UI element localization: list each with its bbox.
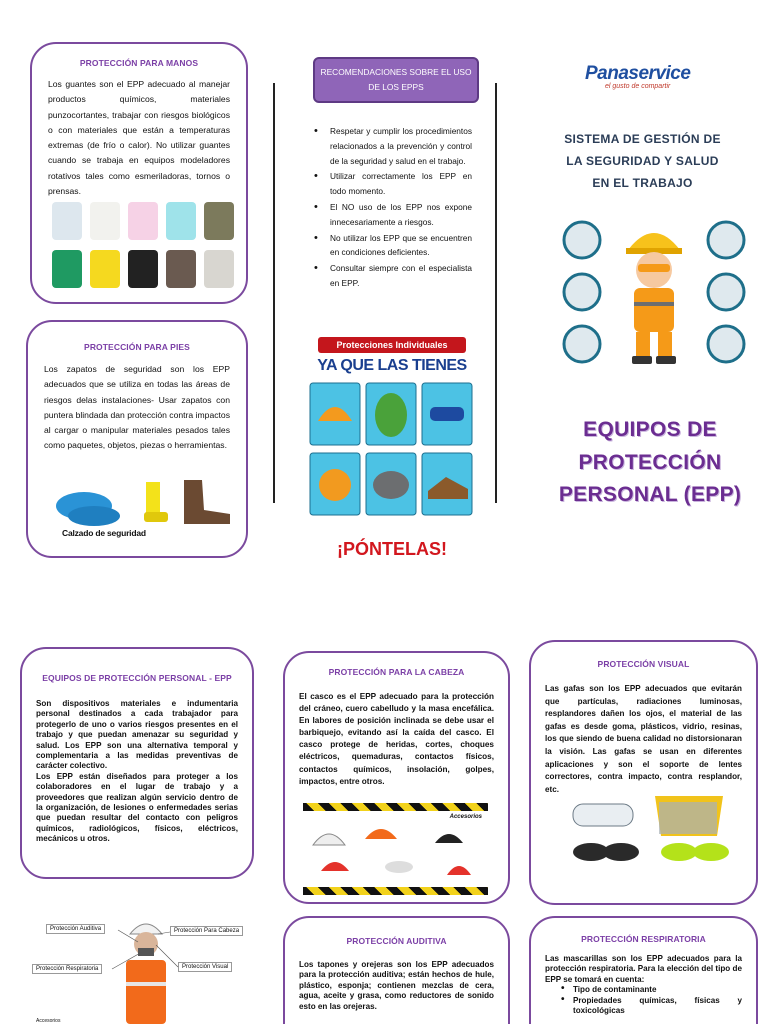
card-text-visual: Las gafas son los EPP adecuados que evitarán que partículas, radiaciones luminosas, resplandores dañen los ojos, el material de las gafas es desde goma, plásticos, vidrio, resinas, los que siendo de buena calidad no distorsionaran la visión. Las gafas se usan en diferentes aplicaciones y son el soporte de lentes correctores, contra impacto, contra resplandor, etc.	[545, 684, 742, 794]
glove-icon	[128, 202, 158, 240]
card-text-respiratoria	[545, 954, 742, 1016]
ppe-diagram	[26, 912, 270, 1024]
sistema-title	[555, 128, 730, 194]
list-item: • El NO uso de los EPP nos expone innecesariamente a riesgos.	[312, 200, 472, 230]
ppe-tiles-icon	[306, 381, 478, 521]
column-divider	[495, 83, 497, 503]
worker-illustration	[560, 216, 748, 372]
shoes-caption: Calzado de seguridad	[62, 528, 146, 538]
list-item: • No utilizar los EPP que se encuentren en condiciones deficientes.	[312, 231, 472, 261]
card-proteccion-respiratoria	[529, 916, 758, 1024]
list-item: • Propiedades químicas, físicas y toxicológicas	[545, 996, 742, 1017]
card-text-cabeza: El casco es el EPP adecuado para la protección del cráneo, cuero cabelludo y la masa encefálica. En labores de posición inclinada se debe usar el barbiquejo, evitando así la caída del casco. El casco protege de heridas, cortes, choques eléctricos, quemaduras, contactos físicos, contactos químicos, insolación, golpes, impactos, entre otros.	[299, 692, 494, 786]
helmets-icon	[303, 815, 488, 887]
goggles-icon	[571, 794, 731, 870]
hazard-stripe	[303, 887, 488, 895]
card-title-manos: PROTECCIÓN PARA MANOS	[79, 58, 199, 68]
card-proteccion-manos	[30, 42, 248, 304]
diagram-label: Protección Respiratoria	[32, 964, 102, 974]
main-title-line: PROTECCIÓN	[578, 450, 722, 474]
epp-paragraph: Son dispositivos materiales e indumentaria personal destinados a cada trabajador para protegerlo de uno o varios riesgos presentes en el trabajo y que puedan amenazar su seguridad y salud. Los EPP son una alternativa temporal y complementaria a las medidas preventivas de carácter colectivo.	[36, 699, 238, 771]
accesorios-label: Accesorios	[449, 814, 482, 820]
card-proteccion-cabeza	[283, 651, 510, 904]
worker-figure-icon	[116, 912, 176, 1024]
hazard-stripe	[303, 803, 488, 811]
card-epp	[20, 647, 254, 879]
poster-footer: ¡PÓNTELAS!	[337, 539, 447, 559]
card-title-epp: EQUIPOS DE PROTECCIÓN PERSONAL - EPP	[42, 673, 232, 683]
column-divider	[273, 83, 275, 503]
sistema-line: LA SEGURIDAD Y SALUD	[566, 154, 719, 168]
card-proteccion-auditiva	[283, 916, 510, 1024]
goggles-image	[571, 794, 731, 870]
main-title	[545, 414, 755, 512]
card-text-pies: Los zapatos de seguridad son los EPP adecuados que se utiliza en todas las áreas de riesgos delas instalaciones- Usar zapatos con puntera blindada dan protección contra impactos al cargar o manipular materiales pesados tales como paquetes, objetos, piezas o herramientas.	[44, 364, 230, 451]
respiratoria-paragraph: Las mascarillas son los EPP adecuados para la protección respiratoria. Para la elección del tipo de EPP se tomará en cuenta:	[545, 954, 742, 984]
card-proteccion-pies	[26, 320, 248, 558]
card-proteccion-visual	[529, 640, 758, 905]
card-text-manos: Los guantes son el EPP adecuado al manejar productos químicos, materiales punzocortantes, trabajar con riesgos biológicos o con materiales que están a temperaturas extremas (de frío o calor). No utilizar guantes cuando se trabaja en equipos modeladores rotativos tales como esmeriladoras, tornos o prensas.	[48, 79, 230, 197]
glove-icon	[166, 202, 196, 240]
worker-icon	[560, 216, 748, 372]
gloves-image	[52, 202, 234, 294]
diagram-label: Protección Para Cabeza	[170, 926, 243, 936]
glove-icon	[128, 250, 158, 288]
diagram-label: Accesorios	[36, 1018, 61, 1024]
respiratoria-list	[545, 985, 742, 1016]
logo-name: Panaservice	[585, 63, 691, 84]
card-title-respiratoria: PROTECCIÓN RESPIRATORIA	[581, 934, 706, 944]
card-text-epp	[36, 699, 238, 845]
list-item: • Tipo de contaminante	[545, 985, 742, 995]
card-text-auditiva: Los tapones y orejeras son los EPP adecuados para la protección auditiva; están hechos de hule, plástico, esponja; contienen mezclas de cera, agua, aceite y grasa, como reductores de sonido esto en las orejeras.	[299, 960, 494, 1011]
shoes-image	[54, 472, 232, 542]
recomendaciones-title: RECOMENDACIONES SOBRE EL USO DE LOS EPPS	[313, 57, 479, 103]
main-title-line: PERSONAL (EPP)	[558, 483, 742, 506]
list-item: • Utilizar correctamente los EPP en todo momento.	[312, 169, 472, 199]
company-logo	[585, 63, 713, 99]
list-item: • Respetar y cumplir los procedimientos relacionados a la prevención y control de la seguridad y salud en el trabajo.	[312, 124, 472, 168]
glove-icon	[204, 202, 234, 240]
logo-tagline: el gusto de compartir	[605, 83, 671, 90]
glove-icon	[90, 202, 120, 240]
card-title-visual: PROTECCIÓN VISUAL	[597, 659, 690, 669]
recomendaciones-list	[312, 124, 472, 292]
glove-icon	[204, 250, 234, 288]
glove-icon	[52, 202, 82, 240]
poster-headline: YA QUE LAS TIENES	[317, 357, 467, 374]
card-title-pies: PROTECCIÓN PARA PIES	[84, 342, 190, 352]
sistema-line: SISTEMA DE GESTIÓN DE	[564, 132, 721, 146]
main-title-line: EQUIPOS DE	[583, 418, 717, 441]
head-protection-image	[303, 803, 488, 895]
diagram-label: Protección Visual	[178, 962, 232, 972]
glove-icon	[90, 250, 120, 288]
card-title-auditiva: PROTECCIÓN AUDITIVA	[346, 936, 447, 946]
glove-icon	[52, 250, 82, 288]
sistema-line: EN EL TRABAJO	[592, 176, 693, 190]
card-title-cabeza: PROTECCIÓN PARA LA CABEZA	[328, 667, 465, 677]
poster-image	[306, 337, 478, 561]
list-item: • Consultar siempre con el especialista en EPP.	[312, 261, 472, 291]
epp-paragraph: Los EPP están diseñados para proteger a los colaboradores en el lugar de trabajo y a proveedores que realizan algún servicio dentro de la organización, de lesiones o enfermedades serias que puedan resultar del contacto con peligros químicos, radiológicos, físicos, eléctricos, mecánicos u otros.	[36, 771, 238, 844]
diagram-label: Protección Auditiva	[46, 924, 105, 934]
glove-icon	[166, 250, 196, 288]
poster-banner: Protecciones Individuales	[318, 337, 466, 353]
